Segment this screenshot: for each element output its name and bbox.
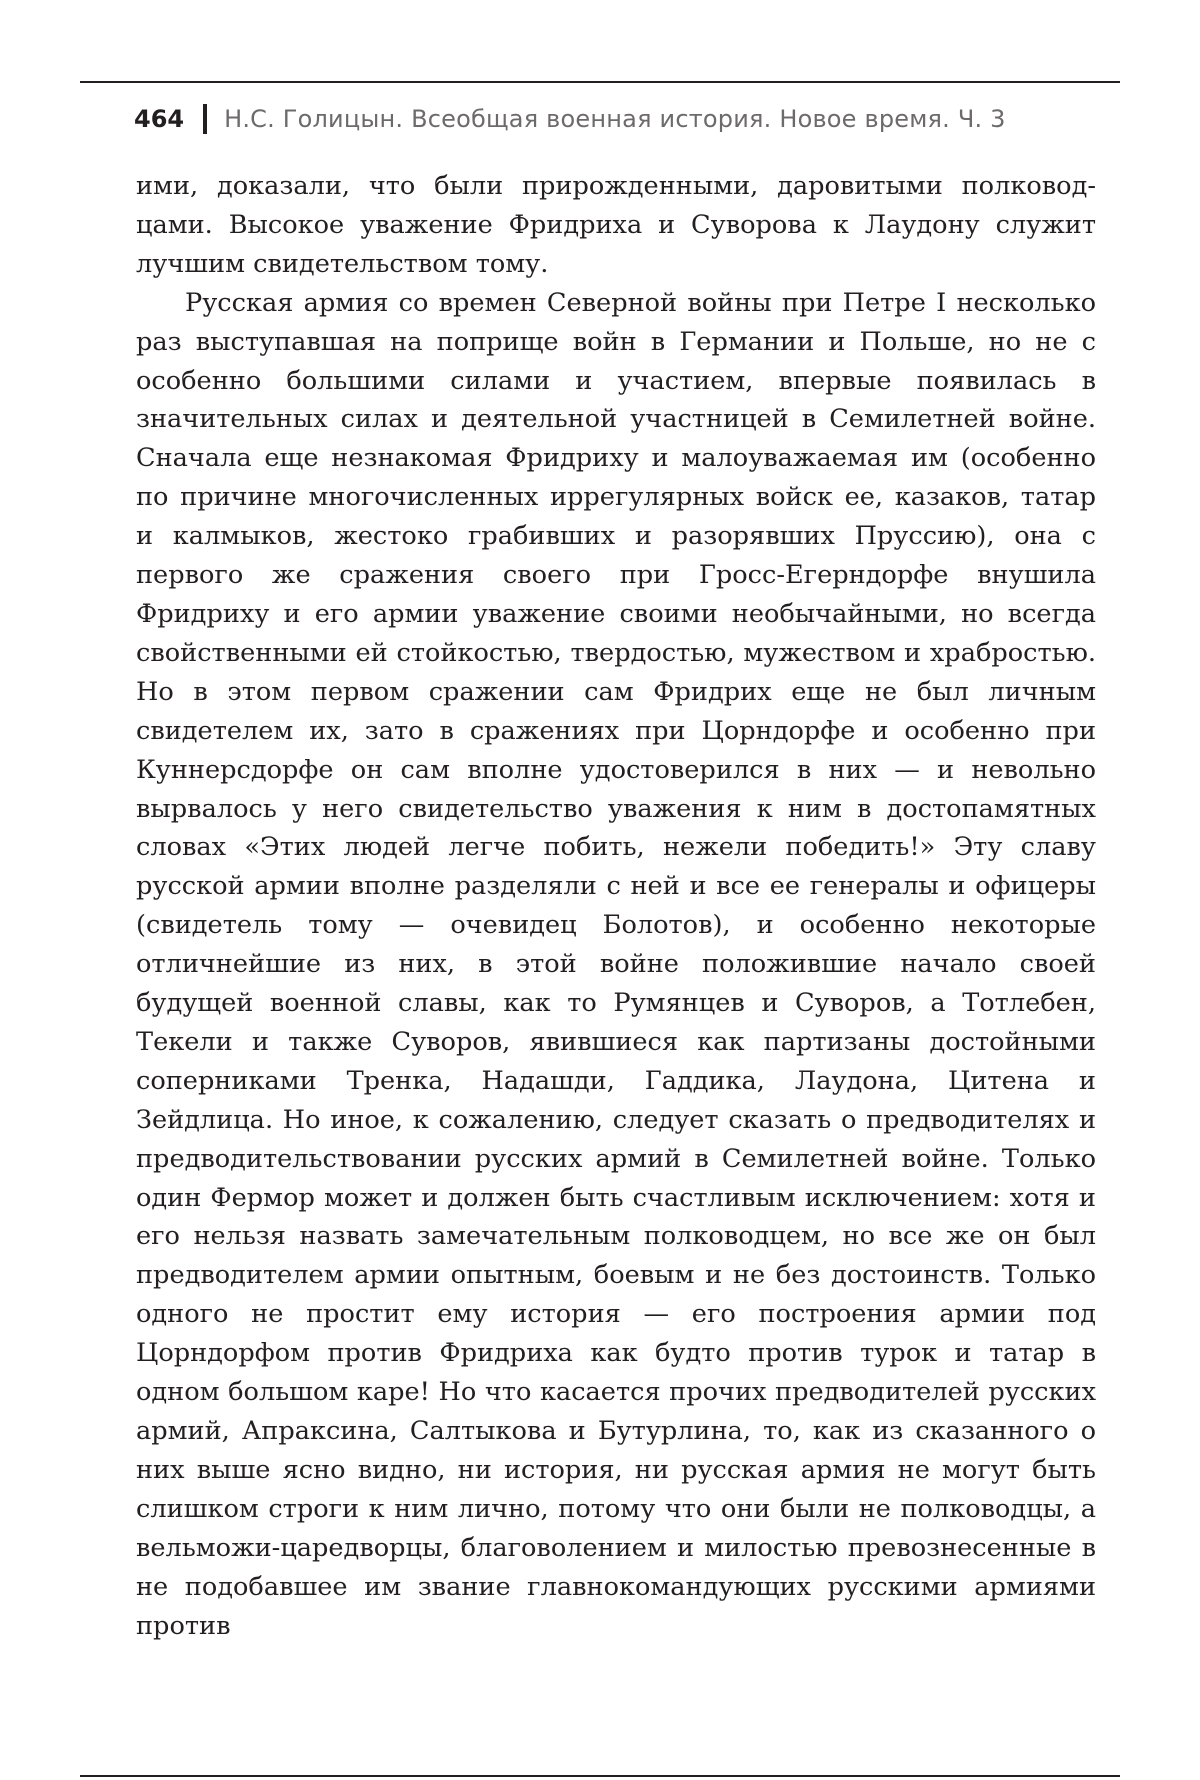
main-text: [136, 167, 1096, 1645]
paragraph-continued: ими, доказали, что были прирожденными, даровитыми полковод­цами. Высокое уважение Фридриха и Суворова к Лаудону служит лучшим свидетельством тому.: [136, 167, 1096, 284]
running-head: [134, 99, 1006, 139]
header-rule: [80, 81, 1120, 83]
paragraph: Русская армия со времен Северной войны при Петре I не­сколько раз выступавшая на поприще войн в Германии и Польше, но не с особенно большими силами и участием, впервые появилась в значительных силах и деятельной участницей в Семилетней вой­не. Сначала еще незнакомая Фридриху и малоуважаемая им (осо­бенно по причине многочисленных иррегулярных войск ее, каза­ков, татар и калмыков, жестоко грабивших и разорявших Прус­сию), она с первого же сражения своего при Гросс-Егерндорфе внушила Фридриху и его армии уважение своими необычайными, но всегда свойственными ей стойкостью, твердостью, мужеством и храбростью. Но в этом первом сражении сам Фридрих еще не был личным свидетелем их, зато в сражениях при Цорндорфе и особенно при Куннерсдорфе он сам вполне удостоверился в них — и невольно вырвалось у него свидетельство уважения к ним в достопамятных словах «Этих людей легче побить, нежели победить!» Эту славу русской армии вполне разделяли с ней и все ее генералы и офицеры (свидетель тому — очевидец Болотов), и особенно некоторые отличнейшие из них, в этой войне поло­жившие начало своей будущей военной славы, как то Румянцев и Суворов, а Тотлебен, Текели и также Суворов, явившиеся как партизаны достойными соперниками Тренка, Надашди, Гаддика, Лаудона, Цитена и Зейдлица. Но иное, к сожалению, следует ска­зать о предводителях и предводительствовании русских армий в Семилетней войне. Только один Фермор может и должен быть счастливым исключением: хотя и его нельзя назвать замечатель­ным полководцем, но все же он был предводителем армии опыт­ным, боевым и не без достоинств. Только одного не простит ему история — его построения армии под Цорндорфом против Фрид­риха как будто против турок и татар в одном большом каре! Но что касается прочих предводителей русских армий, Апраксина, Сал­тыкова и Бутурлина, то, как из сказанного о них выше ясно видно, ни история, ни русская армия не могут быть слишком строги к ним лично, потому что они были не полководцы, а вельможи-царед­ворцы, благоволением и милостью превознесенные в не подобав­шее им звание главнокомандующих русскими армиями против: [136, 284, 1096, 1646]
header-separator: [203, 104, 207, 134]
running-title: Н.С. Голицын. Всеобщая военная история. Новое время. Ч. 3: [224, 105, 1006, 133]
page-number: 464: [134, 105, 184, 133]
footer-rule: [80, 1775, 1120, 1777]
